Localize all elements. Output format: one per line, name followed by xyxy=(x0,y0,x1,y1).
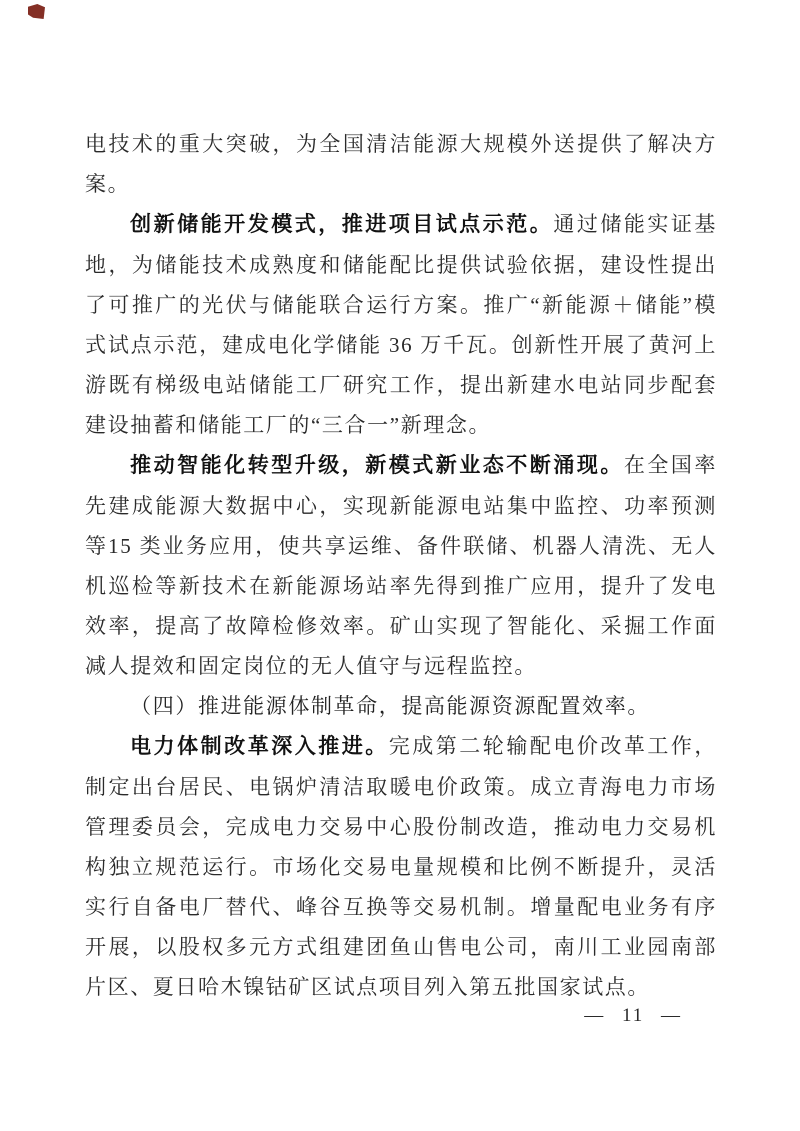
paragraph-text: 完成第二轮输配电价改革工作，制定出台居民、电锅炉清洁取暖电价政策。成立青海电力市场管理委员会，完成电力交易中心股份制改造，推动电力交易机构独立规范运行。市场化交易电量规模和比例不断提升，灵活实行自备电厂替代、峰谷互换等交易机制。增量配电业务有序开展，以股权多元方式组建团鱼山售电公司，南川工业园南部片区、夏日哈木镍钴矿区试点项目列入第五批国家试点。 xyxy=(85,734,717,999)
paragraph-lead-bold: 创新储能开发模式，推进项目试点示范。 xyxy=(130,213,554,236)
paragraph-text: 在全国率先建成能源大数据中心，实现新能源电站集中监控、功率预测等15 类业务应用，使共享运维、备件联储、机器人清洗、无人机巡检等新技术在新能源场站率先得到推广应用，提升了发电效率，提高了故障检修效率。矿山实现了智能化、采掘工作面减人提效和固定岗位的无人值守与远程监控。 xyxy=(85,453,717,678)
paragraph-text: 通过储能实证基地，为储能技术成熟度和储能配比提供试验依据，建设性提出了可推广的光伏与储能联合运行方案。推广“新能源＋储能”模式试点示范，建成电化学储能 36 万千瓦。创新性开展了黄河上游既有梯级电站储能工厂研究工作，提出新建水电站同步配套建设抽蓄和储能工厂的“三合一”新理念。 xyxy=(85,212,717,437)
corner-stamp-mark xyxy=(28,4,45,19)
paragraph-lead-bold: 推动智能化转型升级，新模式新业态不断涌现。 xyxy=(130,454,624,477)
paragraph-lead-bold: 电力体制改革深入推进。 xyxy=(130,735,389,758)
page-number: — 11 — xyxy=(584,1005,682,1026)
paragraph-smart-transformation xyxy=(85,445,717,686)
paragraph-text: 电技术的重大突破，为全国清洁能源大规模外送提供了解决方案。 xyxy=(85,132,717,196)
paragraph-power-system-reform xyxy=(85,726,717,1007)
section-heading-four xyxy=(85,686,717,726)
paragraph-storage-development xyxy=(85,204,717,445)
document-body xyxy=(85,124,717,1007)
section-heading-text: （四）推进能源体制革命，提高能源资源配置效率。 xyxy=(130,694,650,718)
paragraph-continuation xyxy=(85,124,717,204)
